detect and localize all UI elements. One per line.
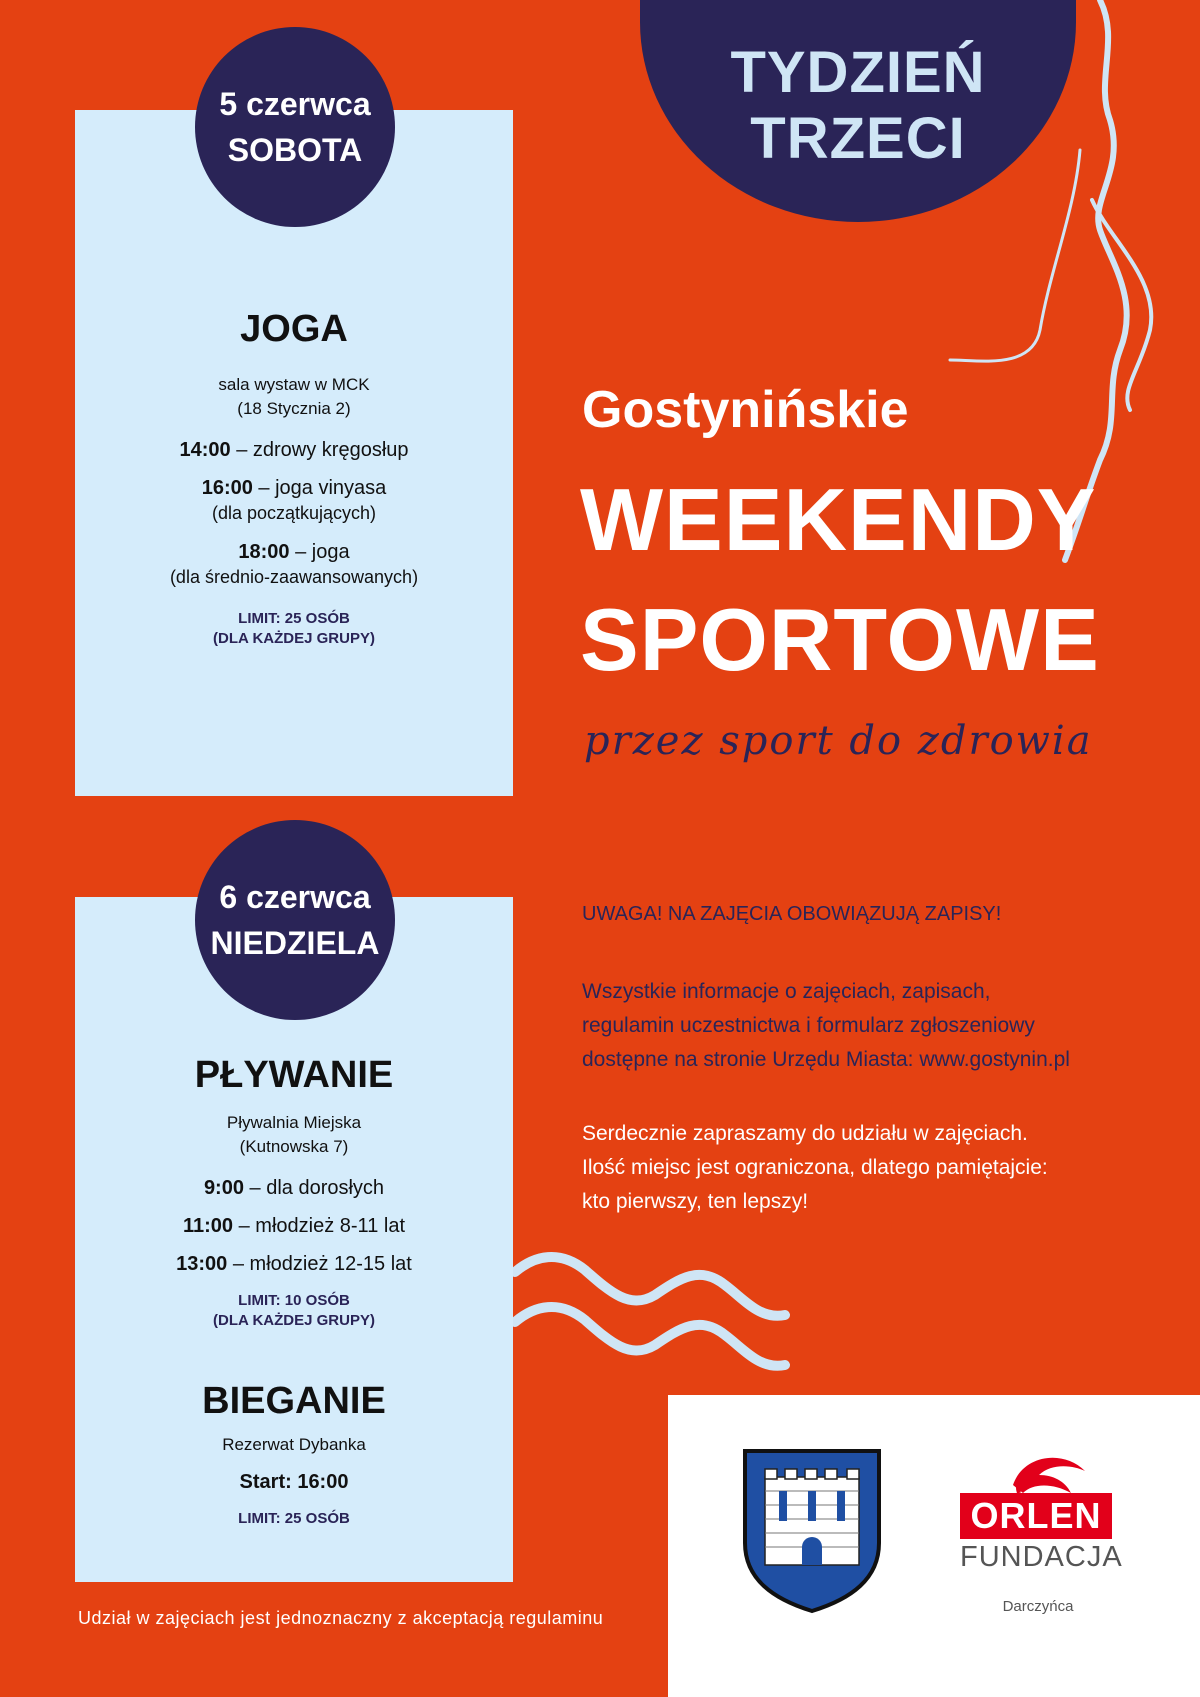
yoga-slot-time: 18:00: [238, 541, 290, 563]
swimming-slot-desc: – dla dorosłych: [243, 1177, 385, 1199]
donor-label: Darczyńca: [1002, 1598, 1074, 1615]
saturday-date-badge: [195, 27, 395, 227]
yoga-section: [75, 308, 513, 649]
title-line-2: SPORTOWE: [580, 590, 1100, 689]
yoga-slot: [75, 475, 513, 501]
info-text: [582, 975, 1172, 1077]
saturday-date: 5 czerwca: [219, 86, 371, 122]
title-city: Gostynińskie: [582, 381, 909, 439]
running-place: Rezerwat Dybanka: [222, 1435, 366, 1454]
yoga-slot-note: (dla początkujących): [211, 503, 377, 523]
yoga-limit-note: (DLA KAŻDEJ GRUPY): [213, 630, 375, 647]
invite-line: kto pierwszy, ten lepszy!: [582, 1190, 809, 1213]
yoga-slot-time: 14:00: [179, 439, 231, 461]
week-line-2: TRZECI: [750, 106, 966, 171]
invite-text: [582, 1117, 1172, 1219]
info-line: dostępne na stronie Urzędu Miasta: www.gostynin.pl: [582, 1048, 1070, 1071]
swimming-slot: [75, 1251, 513, 1277]
yoga-limit: [75, 609, 513, 649]
swimming-slot-time: 13:00: [176, 1253, 228, 1275]
registration-notice: UWAGA! NA ZAJĘCIA OBOWIĄZUJĄ ZAPISY!: [582, 903, 1002, 925]
title-line-1: WEEKENDY: [580, 470, 1097, 569]
yoga-slot-time: 16:00: [201, 477, 253, 499]
swimming-slot: [75, 1175, 513, 1201]
yoga-slot: [75, 539, 513, 565]
invite-line: Serdecznie zapraszamy do udziału w zajęciach.: [582, 1122, 1028, 1145]
yoga-place-name: sala wystaw w MCK: [218, 375, 370, 394]
swimming-place-address: (Kutnowska 7): [239, 1137, 349, 1156]
swimming-slot: [75, 1213, 513, 1239]
yoga-slot-note: (dla średnio-zaawansowanych): [169, 567, 419, 587]
swimming-place: [75, 1111, 513, 1159]
saturday-weekday: SOBOTA: [227, 132, 363, 168]
running-start: Start: 16:00: [239, 1471, 349, 1493]
running-section: [75, 1380, 513, 1529]
yoga-slot-desc: – joga: [289, 541, 350, 563]
gostynin-crest-icon: [741, 1447, 883, 1615]
swimming-slot-time: 9:00: [203, 1177, 244, 1199]
swimming-limit-note: (DLA KAŻDEJ GRUPY): [213, 1312, 375, 1329]
swimming-place-name: Pływalnia Miejska: [226, 1113, 362, 1132]
running-limit: LIMIT: 25 OSÓB: [238, 1510, 350, 1527]
orlen-wordmark: ORLEN: [960, 1493, 1112, 1539]
week-badge: [640, 0, 1076, 222]
sponsor-box: [668, 1395, 1200, 1697]
yoga-place-address: (18 Stycznia 2): [237, 399, 351, 418]
swimming-slot-desc: – młodzież 12-15 lat: [227, 1253, 412, 1275]
swimming-slot-desc: – młodzież 8-11 lat: [233, 1215, 405, 1237]
swimming-title: PŁYWANIE: [194, 1054, 394, 1096]
running-title: BIEGANIE: [202, 1380, 386, 1422]
yoga-title: JOGA: [240, 308, 348, 350]
swimming-limit-count: LIMIT: 10 OSÓB: [238, 1292, 350, 1309]
swimming-slot-time: 11:00: [183, 1215, 234, 1237]
info-line: regulamin uczestnictwa i formularz zgłoszeniowy: [582, 1014, 1035, 1037]
yoga-slot: [75, 437, 513, 463]
footer-disclaimer: Udział w zajęciach jest jednoznaczny z akceptacją regulaminu: [78, 1608, 604, 1628]
swimming-limit: [75, 1291, 513, 1331]
sunday-date: 6 czerwca: [219, 879, 371, 915]
yoga-place: [75, 373, 513, 421]
yoga-limit-count: LIMIT: 25 OSÓB: [238, 610, 350, 627]
yoga-slot-desc: – zdrowy kręgosłup: [230, 439, 409, 461]
tagline: przez sport do zdrowia: [584, 718, 1093, 764]
sunday-weekday: NIEDZIELA: [210, 925, 380, 961]
fundacja-label: FUNDACJA: [960, 1541, 1123, 1573]
week-line-1: TYDZIEŃ: [730, 40, 986, 105]
yoga-slot-desc: – joga vinyasa: [252, 477, 387, 499]
sunday-date-badge: [195, 820, 395, 1020]
swimming-section: [75, 1054, 513, 1331]
info-line: Wszystkie informacje o zajęciach, zapisach,: [582, 980, 991, 1003]
invite-line: Ilość miejsc jest ograniczona, dlatego pamiętajcie:: [582, 1156, 1048, 1179]
